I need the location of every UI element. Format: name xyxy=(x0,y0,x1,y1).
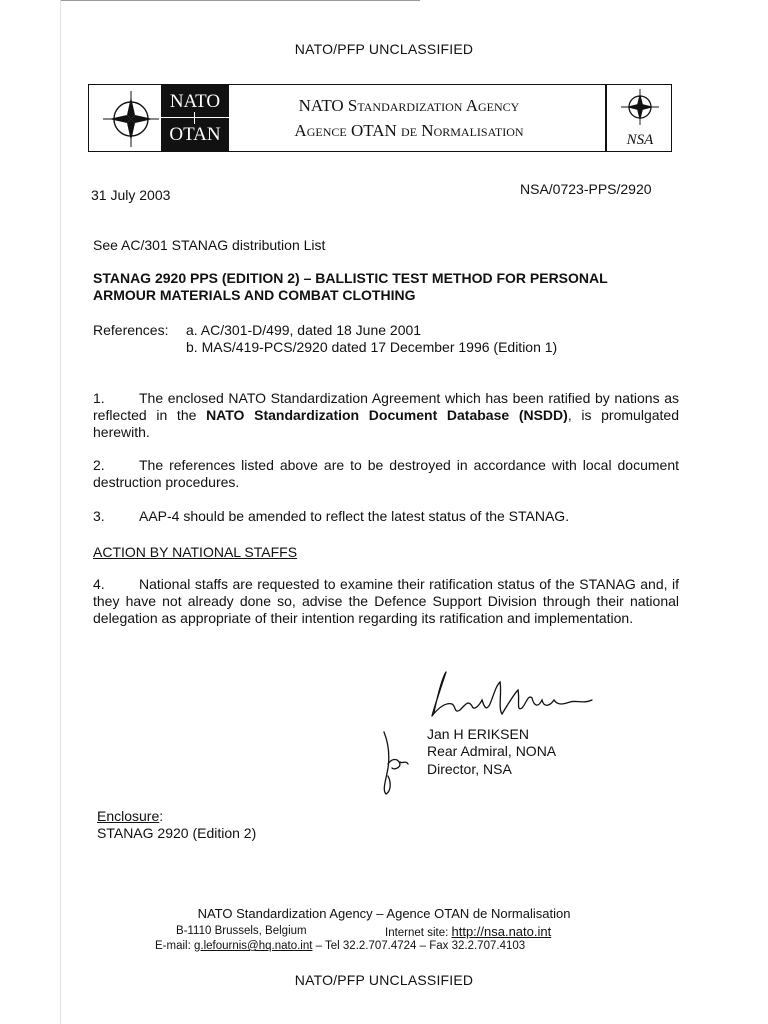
action-heading: ACTION BY NATIONAL STAFFS xyxy=(93,544,298,560)
letter-date: 31 July 2003 xyxy=(91,187,171,203)
paragraph-1-bold: NATO Standardization Document Database (NSDD) xyxy=(206,407,568,423)
footer-phone-fax: – Tel 32.2.707.4724 – Fax 32.2.707.4103 xyxy=(312,940,526,952)
logo-separator xyxy=(161,117,229,118)
classification-top: NATO/PFP UNCLASSIFIED xyxy=(294,41,474,57)
paragraph-2-number: 2. xyxy=(93,457,105,473)
footer-internet-link[interactable]: http://nsa.nato.int xyxy=(451,924,552,939)
paragraph-3 xyxy=(93,508,679,525)
handwritten-signature xyxy=(424,664,624,724)
nsa-logo-text: NSA xyxy=(626,132,654,148)
logo-text-otan: OTAN xyxy=(161,118,229,151)
paragraph-4-number: 4. xyxy=(93,576,105,592)
references-label: References: xyxy=(93,322,169,338)
logo-text-nato: NATO xyxy=(161,85,229,118)
footer-address: B-1110 Brussels, Belgium xyxy=(176,925,307,937)
handwritten-initials xyxy=(370,728,420,798)
enclosure-colon: : xyxy=(159,808,164,824)
footer-internet-label: Internet site: xyxy=(385,927,452,939)
footer-contact xyxy=(155,940,525,952)
paragraph-1-text-b: , is promulgated herewith. xyxy=(93,407,679,440)
footer-email-label: E-mail: xyxy=(155,940,194,952)
paragraph-2 xyxy=(93,457,679,491)
signatory-rank: Rear Admiral, NONA xyxy=(427,743,557,759)
enclosure-item: STANAG 2920 (Edition 2) xyxy=(97,825,257,841)
reference-a: a. AC/301-D/499, dated 18 June 2001 xyxy=(186,322,422,338)
subject-line-1: STANAG 2920 PPS (EDITION 2) – BALLISTIC TEST METHOD FOR PERSONAL xyxy=(93,270,608,286)
paragraph-1 xyxy=(93,390,679,441)
signatory-name: Jan H ERIKSEN xyxy=(427,726,529,742)
paragraph-1-text-a: The enclosed NATO Standardization Agreement which has been ratified by nations as reflected in the xyxy=(93,390,679,423)
paragraph-4 xyxy=(93,576,679,627)
distribution-line: See AC/301 STANAG distribution List xyxy=(93,237,326,253)
paragraph-1-number: 1. xyxy=(93,390,105,406)
letterhead-box xyxy=(88,84,672,152)
paragraph-3-text: AAP-4 should be amended to reflect the latest status of the STANAG. xyxy=(139,508,570,524)
agency-name-french: Agence OTAN de Normalisation xyxy=(294,121,524,140)
scan-margin-line xyxy=(60,0,61,1024)
scan-edge-line xyxy=(60,0,420,1)
enclosure-label-text: Enclosure xyxy=(97,808,160,824)
footer-agency: NATO Standardization Agency – Agence OTAN de Normalisation xyxy=(197,906,571,921)
footer-internet xyxy=(385,924,551,939)
enclosure-label xyxy=(97,808,163,825)
nsa-logo-icon xyxy=(607,85,673,151)
classification-bottom: NATO/PFP UNCLASSIFIED xyxy=(294,972,474,988)
paragraph-2-text: The references listed above are to be destroyed in accordance with local document destruction procedures. xyxy=(93,457,679,490)
nato-compass-rose-icon xyxy=(101,89,161,149)
agency-title xyxy=(239,93,579,143)
paragraph-3-number: 3. xyxy=(93,508,105,524)
footer-email-link[interactable]: g.lefournis@hq.nato.int xyxy=(193,940,313,952)
logo-tick xyxy=(194,112,195,124)
agency-name-english: NATO Standardization Agency xyxy=(298,96,520,115)
nato-otan-logo xyxy=(161,85,229,151)
subject-line-2: ARMOUR MATERIALS AND COMBAT CLOTHING xyxy=(93,287,416,303)
reference-b: b. MAS/419-PCS/2920 dated 17 December 1996 (Edition 1) xyxy=(186,339,558,355)
reference-number: NSA/0723-PPS/2920 xyxy=(520,181,652,197)
signatory-title: Director, NSA xyxy=(427,761,512,777)
paragraph-4-text: National staffs are requested to examine their ratification status of the STANAG and, if they have not already done so, advise the Defence Support Division through their national delegation as appropriate of their intention regarding its ratification and implementation. xyxy=(93,576,679,626)
